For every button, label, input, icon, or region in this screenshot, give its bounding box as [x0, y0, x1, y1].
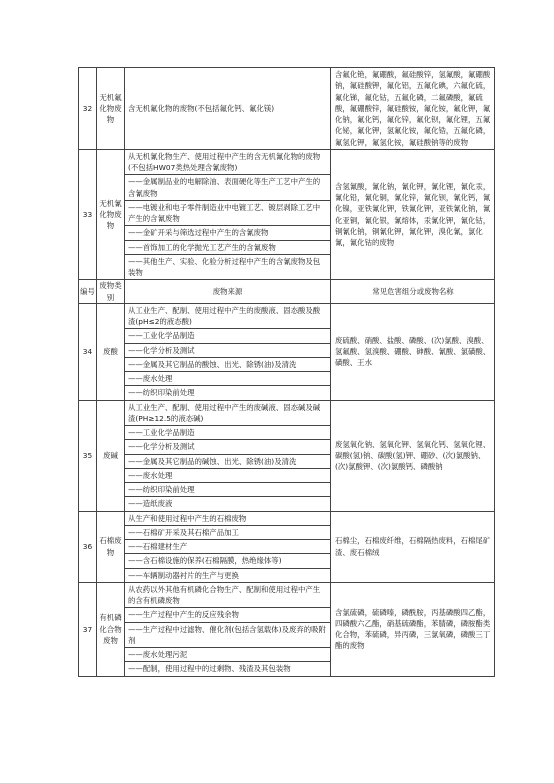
waste-source-sub: ——造纸废液	[125, 497, 331, 511]
waste-names: 含氟化铯，氟硼酸，氟硅酸锌，氢氟酸，氟硼酸钠，氟硅酸钾，氟化铝，五氟化碘，六氟化硫，氟化锑，氟化钴，五氟化磷，二氟磷酸，氟硫酸，氟硼酸锌，氟硅酸铵，氟化铵，氟化钾，氟化钠，氟化钙，氟化锌，氟化钡，氟化锂，五氟化铋，氟化钾，氢氟化铵，氟化锆，五氟化磷，氟氢化钾，氟氢化铵，氟硅酸钠等的废物	[331, 68, 495, 150]
waste-source-sub: ——废水处理	[125, 468, 331, 482]
waste-source-main: 含无机氟化物的废物(不包括氟化钙、氟化镁)	[125, 68, 331, 150]
header-source: 废物来源	[125, 280, 331, 304]
waste-source-main: 从生产和使用过程中产生的石棉废物	[125, 511, 331, 525]
waste-source-main: 从无机氰化物生产、使用过程中产生的含无机氰化物的废物(不包括HW07类热处理含氰废物)	[125, 149, 331, 175]
header-number: 编号	[79, 280, 97, 304]
waste-source-main: 从农药以外其他有机磷化合物生产、配制和使用过程中产生的含有机磷废物	[125, 582, 331, 608]
waste-source-sub: ——工业化学品制造	[125, 426, 331, 440]
waste-category: 石棉废物	[97, 511, 125, 582]
table-row	[79, 149, 495, 175]
waste-source-sub: ——废水处理污泥	[125, 648, 331, 662]
waste-source-sub: ——石棉矿开采及其石棉产品加工	[125, 525, 331, 539]
waste-category: 废碱	[97, 400, 125, 511]
table-row	[79, 511, 495, 525]
waste-source-sub: ——含石棉设施的保养(石棉隔膜，热绝缘体等)	[125, 554, 331, 568]
waste-source-sub: ——首饰加工的化学抛光工艺产生的含氰废物	[125, 240, 331, 254]
waste-source-sub: ——化学分析及测试	[125, 343, 331, 357]
waste-names: 石棉尘，石棉废纤维，石棉隔热废料，石棉尾矿渣、废石棉绒	[331, 511, 495, 582]
row-number: 35	[79, 400, 97, 511]
waste-names: 含氢氰酸，氰化钠，氰化钾，氰化锂，氰化汞，氰化铅，氰化铜，氰化锌，氰化钡，氰化钙，氰化镍，亚铁氰化钾，铁氰化钾，亚铁氰化钠，氰化亚铜，氰化银，氰熔体，汞氰化钾，氰化钴，铜氰化钠，铜氰化钾，氰化钾，溴化氰，氯化氰，氰化钴的废物	[331, 149, 495, 280]
row-number: 32	[79, 68, 97, 150]
table-row	[79, 400, 495, 426]
table-row	[79, 582, 495, 608]
waste-source-sub: ——废水处理	[125, 372, 331, 386]
waste-source-main: 从工业生产、配制、使用过程中产生的废酸液、固态酸及酸渣(pH≤2的液态酸)	[125, 303, 331, 329]
hazardous-waste-table	[78, 67, 495, 677]
row-number: 33	[79, 149, 97, 280]
waste-names: 含氯硫磷，硫磷嗪，磷酰胺，丙基磷酸四乙酯，四磷酸六乙酯，硝基硫磷酯，苯腈磷，磷胺酯类化合物，苯硫磷，异丙磷，三氯氧磷，磷酸三丁酯的废物	[331, 582, 495, 676]
waste-source-sub: ——生产过程中产生的反应残余物	[125, 608, 331, 622]
waste-source-sub: ——电镀业和电子零件制造业中电镀工艺、镀层剥除工艺中产生的含氰废物	[125, 200, 331, 226]
waste-source-sub: ——其他生产、实验、化验分析过程中产生的含氰废物及包装物	[125, 254, 331, 280]
waste-source-sub: ——金属及其它制品的酸蚀、出光、除锈(油)及清洗	[125, 357, 331, 371]
waste-source-sub: ——配制，使用过程中的过剩物、残渣及其包装物	[125, 662, 331, 676]
waste-source-sub: ——纺织印染前处理	[125, 483, 331, 497]
waste-category: 有机磷化合物废物	[97, 582, 125, 676]
waste-source-sub: ——金属制品业的电解除油、表面硬化等生产工艺中产生的含氰废物	[125, 175, 331, 201]
table-row	[79, 68, 495, 150]
header-category: 废物类别	[97, 280, 125, 304]
header-row	[79, 280, 495, 304]
waste-source-sub: ——工业化学品制造	[125, 329, 331, 343]
waste-source-sub: ——纺织印染前处理	[125, 386, 331, 400]
waste-category: 无机氟化物废物	[97, 68, 125, 150]
row-number: 37	[79, 582, 97, 676]
waste-source-sub: ——金属及其它制品的碱蚀、出光、除锈(油)及清洗	[125, 454, 331, 468]
waste-source-sub: ——化学分析及测试	[125, 440, 331, 454]
waste-source-sub: ——石棉建材生产	[125, 540, 331, 554]
waste-category: 废酸	[97, 303, 125, 400]
row-number: 36	[79, 511, 97, 582]
waste-names: 废硫酸、硝酸、盐酸、磷酸、(次)氯酸、溴酸、氢氟酸、氢溴酸、硼酸、砷酸、氰酸、氯磺酸、磺酸、王水	[331, 303, 495, 400]
waste-source-main: 从工业生产、配制、使用过程中产生的废碱液、固态碱及碱渣(PH≥12.5的液态碱)	[125, 400, 331, 426]
waste-category: 无机氰化物废物	[97, 149, 125, 280]
table-row	[79, 303, 495, 329]
waste-source-sub: ——车辆制动器衬片的生产与更换	[125, 568, 331, 582]
waste-source-sub: ——金矿开采与筛选过程中产生的含氰废物	[125, 226, 331, 240]
header-names: 常见危害组分或废物名称	[331, 280, 495, 304]
waste-source-sub: ——生产过程中过滤物、催化剂(包括含氢载体)及废弃的吸附剂	[125, 622, 331, 648]
waste-names: 废氢氧化钠、氢氧化钾、氢氧化钙、氢氧化锂、碳酸(氢)钠、碳酸(氢)钾、硼砂、(次)氯酸钠、(次)氯酸钾、(次)氯酸钙、磷酸钠	[331, 400, 495, 511]
row-number: 34	[79, 303, 97, 400]
